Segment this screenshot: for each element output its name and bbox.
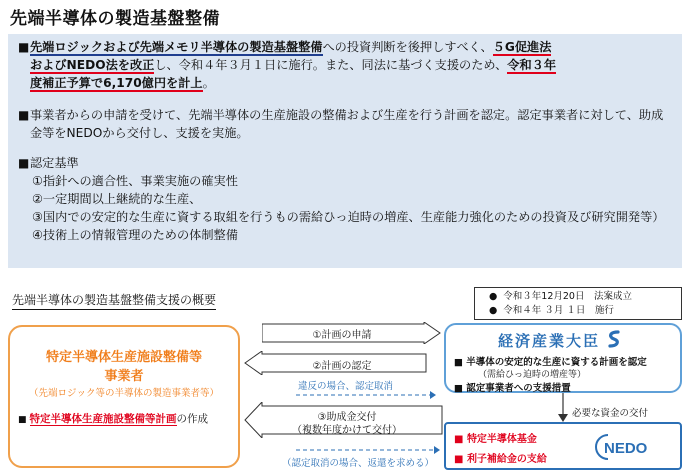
bullet-marker: ■	[18, 156, 30, 170]
duty-text: 認定事業者への支援措置	[466, 383, 571, 394]
bullet-marker: ■	[18, 108, 30, 122]
bullet-legislation	[18, 38, 670, 92]
nedo-fund	[454, 430, 537, 445]
diagram-title: 先端半導体の製造基盤整備支援の概要	[12, 291, 216, 310]
repay-note: （認定取消の場合、返還を求める）	[282, 458, 435, 469]
plan-suffix: の作成	[176, 413, 209, 425]
duty-text: 半導体の安定的な生産に資する計画を認定	[466, 357, 647, 368]
schedule-box	[474, 287, 682, 320]
apply-arrow-label: ①計画の申請	[312, 330, 372, 341]
certification-text: 事業者からの申請を受けて、先端半導体の生産施設の整備および生産を行う計画を認定。認定事業者に対して、助成金等をNEDOから交付し、支援を実施。	[30, 108, 664, 140]
highlight-5g-law: ５G促進法	[492, 40, 552, 54]
operator-title-line1: 特定半導体生産施設整備等	[45, 350, 202, 365]
funding-down-arrow	[557, 393, 569, 423]
fund-text: 特定半導体基金	[466, 434, 537, 445]
criteria-item: ④技術上の情報管理のための体制整備	[32, 228, 238, 242]
dot-marker: ●	[489, 305, 498, 316]
criteria-item: ①指針への適合性、事業実施の確実性	[32, 174, 238, 188]
certify-arrow-label: ②計画の認定	[312, 361, 372, 372]
square-marker: ■	[454, 383, 463, 394]
summary-panel	[8, 34, 682, 268]
minister-duty-note: （需給ひっ迫時の増産等）	[478, 370, 587, 380]
grant-arrow-label-1: ③助成金交付	[317, 412, 377, 423]
square-marker: ■	[454, 454, 464, 465]
nedo-logo	[592, 432, 670, 462]
highlight-budget-year: 令和３年	[507, 58, 557, 72]
schedule-line	[489, 290, 681, 304]
funding-label: 必要な資金の交付	[572, 408, 649, 419]
operator-title-line2: 事業者	[104, 369, 144, 384]
highlight-manufacturing-base: 先端ロジックおよび先端メモリ半導体の製造基盤整備	[30, 40, 323, 54]
revoke-dashed-arrow	[296, 391, 436, 399]
minister-box	[444, 323, 682, 393]
highlight-nedo-law: およびNEDO法を改正	[30, 58, 155, 72]
business-operator-box	[8, 325, 240, 468]
operator-plan	[18, 411, 208, 426]
text-segment: し、令和４年３月１日に施行。また、同法に基づく支援のため、	[154, 58, 508, 72]
minister-duty-1	[454, 354, 647, 368]
minister-title: 経済産業大臣	[498, 332, 601, 350]
criteria-item: ③国内での安定的な生産に資する取組を行うもの需給ひっ迫時の増産、生産能力強化のための投資及び研究開発等）	[32, 210, 665, 224]
text-segment: への投資判断を後押しすべく、	[322, 40, 493, 54]
minister-duty-2	[454, 380, 571, 394]
bullet-certification	[18, 106, 670, 142]
interest-text: 利子補給金の支給	[466, 454, 547, 465]
page-title: 先端半導体の製造基盤整備	[10, 9, 220, 29]
square-marker: ■	[454, 357, 463, 368]
schedule-text: 令和３年12月20日 法案成立	[503, 291, 632, 302]
meti-logo-icon	[606, 330, 622, 348]
nedo-box	[444, 422, 682, 470]
bullet-marker: ■	[18, 40, 30, 54]
bullet-criteria	[18, 154, 670, 244]
nedo-logo-text: NEDO	[604, 440, 648, 457]
repay-dashed-arrow	[296, 446, 440, 454]
dot-marker: ●	[489, 291, 498, 302]
plan-name: 特定半導体生産施設整備等計画	[29, 413, 177, 425]
square-marker: ■	[454, 434, 464, 445]
highlight-budget-amount: 度補正予算で6,170億円を計上	[30, 76, 203, 90]
operator-note: （先端ロジック等の半導体の製造事業者等）	[28, 388, 219, 399]
square-marker: ■	[18, 415, 27, 425]
criteria-item: ②一定期間以上継続的な生産、	[32, 192, 202, 206]
nedo-interest	[454, 450, 547, 465]
schedule-line	[489, 304, 681, 318]
revoke-note: 違反の場合、認定取消	[298, 381, 394, 392]
text-segment: 。	[202, 76, 215, 90]
schedule-text: 令和４年 ３月 １日 施行	[503, 305, 614, 316]
grant-arrow-label-2: （複数年度かけて交付）	[292, 425, 402, 436]
criteria-heading: 認定基準	[30, 156, 79, 170]
